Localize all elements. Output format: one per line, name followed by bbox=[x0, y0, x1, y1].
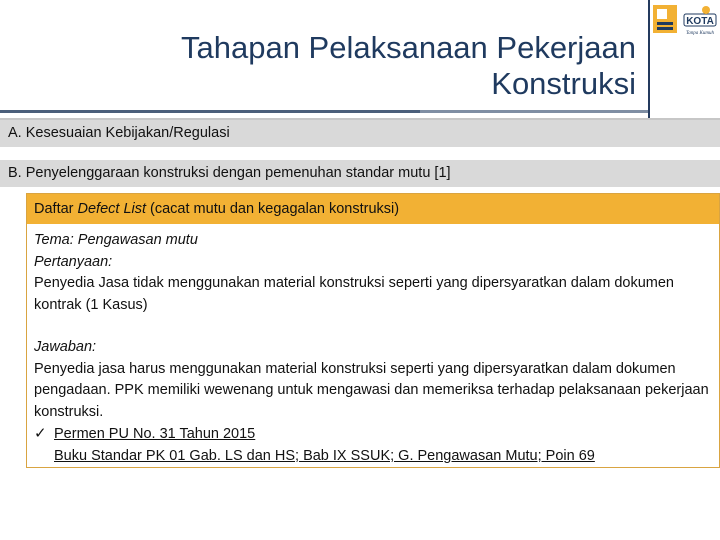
page-title-line2: Konstruksi bbox=[491, 66, 636, 101]
checkmark-icon: ✓ bbox=[34, 425, 47, 442]
defect-header-prefix: Daftar bbox=[34, 201, 78, 217]
defect-list-box bbox=[26, 193, 720, 468]
section-a-bar: A. Kesesuaian Kebijakan/Regulasi bbox=[0, 120, 720, 147]
jawaban-text: Penyedia jasa harus menggunakan material konstruksi seperti yang dipersyaratkan dalam dokumen pengadaan. PPK memiliki wewenang untuk mengawasi dan memeriksa terhadap pelaksanaan pekerjaan konstruksi. bbox=[34, 360, 709, 420]
page-title-line1: Tahapan Pelaksanaan Pekerjaan bbox=[180, 30, 636, 65]
defect-header-italic: Defect List bbox=[77, 201, 147, 217]
section-b-bar: B. Penyelenggaraan konstruksi dengan pemenuhan standar mutu [1] bbox=[0, 160, 720, 187]
pertanyaan-text: Penyedia Jasa tidak menggunakan material konstruksi seperti yang dipersyaratkan dalam dokumen kontrak (1 Kasus) bbox=[34, 275, 674, 313]
tema-label: Tema: Pengawasan mutu bbox=[34, 232, 198, 248]
spacer bbox=[34, 316, 712, 337]
defect-list-header bbox=[27, 194, 719, 224]
title-underline bbox=[0, 110, 420, 113]
title-underline-light bbox=[420, 110, 648, 113]
title-area bbox=[0, 0, 648, 118]
pupr-logo-icon bbox=[652, 4, 678, 34]
pertanyaan-label: Pertanyaan: bbox=[34, 253, 113, 270]
kotaku-logo-icon bbox=[682, 4, 718, 38]
defect-list-body bbox=[27, 224, 719, 473]
logo-text: KOTA bbox=[686, 16, 714, 27]
reference-item bbox=[34, 423, 712, 446]
logo-subtext: Tanpa Kumuh bbox=[685, 31, 715, 36]
defect-header-suffix: (cacat mutu dan kegagalan konstruksi) bbox=[146, 201, 400, 217]
jawaban-label: Jawaban: bbox=[34, 339, 97, 355]
reference-link-buku-standar[interactable]: Buku Standar PK 01 Gab. LS dan HS; Bab IX SSUK; G. Pengawasan Mutu; Poin 69 bbox=[54, 447, 595, 464]
page-title bbox=[181, 30, 636, 102]
logo-divider bbox=[648, 0, 650, 118]
reference-link-permen[interactable]: Permen PU No. 31 Tahun 2015 bbox=[54, 426, 256, 442]
